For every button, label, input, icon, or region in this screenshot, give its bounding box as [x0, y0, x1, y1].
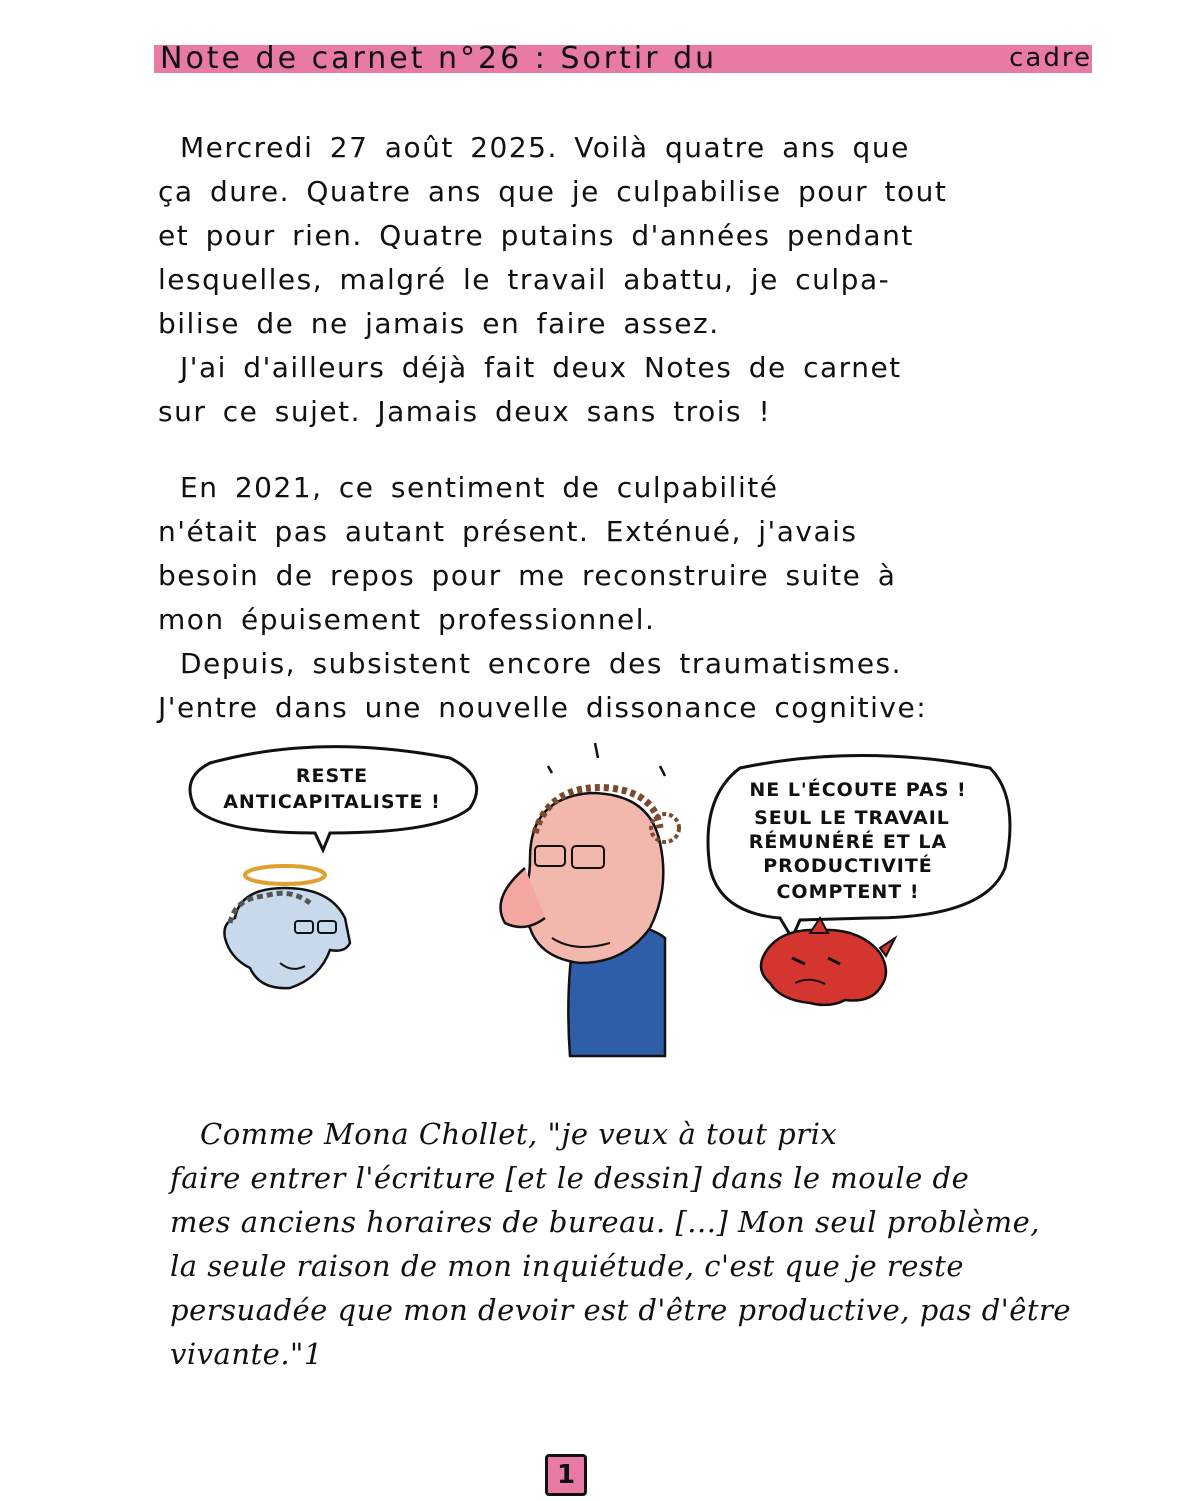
- quote-line: la seule raison de mon inquiétude, c'est que je reste: [170, 1249, 965, 1283]
- page-title-end: cadre: [1009, 43, 1092, 73]
- text-line: et pour rien. Quatre putains d'années pendant: [158, 219, 914, 252]
- paragraph-2: [158, 466, 1008, 730]
- quote-line: mes anciens horaires de bureau. [...] Mon seul problème,: [170, 1205, 1041, 1239]
- devil-bubble-line: RÉMUNÉRÉ ET LA: [748, 831, 948, 853]
- text-line: mon épuisement professionnel.: [158, 603, 656, 636]
- author-character: [501, 743, 680, 1056]
- quote-line: faire entrer l'écriture [et le dessin] dans le moule de: [170, 1161, 970, 1195]
- devil-character: [761, 918, 895, 1005]
- devil-bubble-line: NE L'ÉCOUTE PAS !: [749, 779, 967, 801]
- illustration: [180, 738, 1030, 1068]
- text-line: besoin de repos pour me reconstruire suite à: [158, 559, 897, 592]
- text-line: J'entre dans une nouvelle dissonance cognitive:: [158, 691, 928, 724]
- quote-block: [170, 1112, 1072, 1376]
- text-line: ça dure. Quatre ans que je culpabilise pour tout: [158, 175, 948, 208]
- devil-speech-bubble: [708, 756, 1010, 939]
- halo-icon: [245, 866, 325, 884]
- devil-bubble-line: PRODUCTIVITÉ: [763, 855, 933, 877]
- page-title: Note de carnet n°26 : Sortir du: [160, 41, 718, 76]
- text-line: sur ce sujet. Jamais deux sans trois !: [158, 395, 772, 428]
- quote-line: Comme Mona Chollet, "je veux à tout prix: [200, 1117, 838, 1151]
- text-line: n'était pas autant présent. Exténué, j'avais: [158, 515, 858, 548]
- quote-line: vivante."1: [170, 1337, 323, 1371]
- devil-bubble-line: SEUL LE TRAVAIL: [754, 807, 950, 829]
- text-line: Depuis, subsistent encore des traumatismes.: [180, 647, 903, 680]
- text-line: lesquelles, malgré le travail abattu, je culpa-: [158, 263, 891, 296]
- angel-speech-bubble: [190, 747, 477, 850]
- devil-bubble-line: COMPTENT !: [776, 881, 920, 903]
- angel-bubble-line: RESTE: [295, 765, 369, 787]
- text-line: Mercredi 27 août 2025. Voilà quatre ans que: [180, 131, 910, 164]
- angel-bubble-line: ANTICAPITALISTE !: [223, 791, 441, 813]
- paragraph-1: [158, 126, 1008, 434]
- quote-line: persuadée que mon devoir est d'être productive, pas d'être: [170, 1293, 1072, 1327]
- text-line: J'ai d'ailleurs déjà fait deux Notes de carnet: [180, 351, 902, 384]
- text-line: bilise de ne jamais en faire assez.: [158, 307, 720, 340]
- text-line: En 2021, ce sentiment de culpabilité: [180, 471, 779, 504]
- page-number: 1: [545, 1454, 587, 1496]
- angel-character: [224, 866, 350, 988]
